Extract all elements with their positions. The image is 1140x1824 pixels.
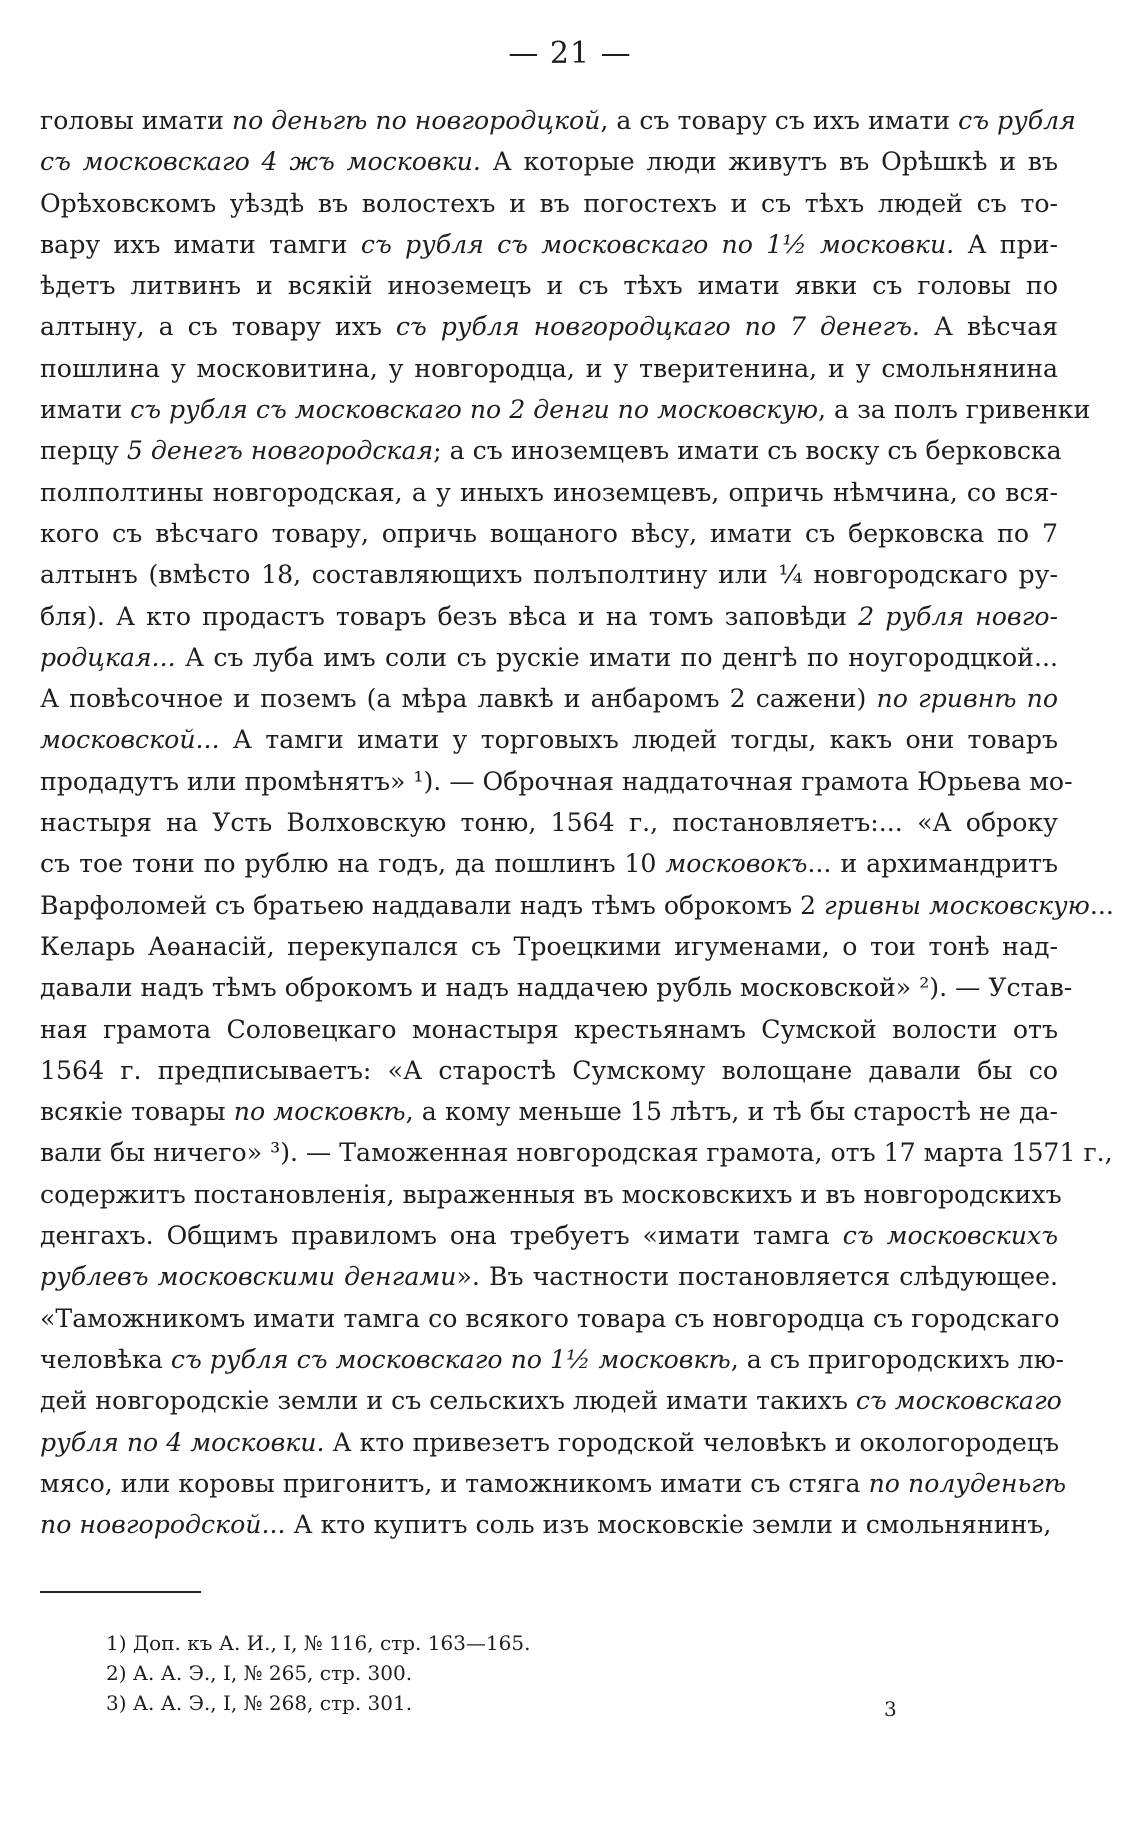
italic-segment: съ рубля новгородцкаго по 7 денегъ. <box>395 312 920 342</box>
footnote: 3) А. А. Э., I, № 268, стр. 301. <box>106 1691 413 1715</box>
text-segment: А при- <box>954 229 1059 259</box>
text-segment: , а кому меньше 15 лѣтъ, и тѣ бы старостѣ не да- <box>405 1097 1058 1127</box>
text-line <box>40 472 1058 513</box>
text-line <box>40 637 1058 678</box>
text-segment: ная грамота Соловецкаго монастыря крестьянамъ Сумской волости отъ <box>40 1014 1058 1044</box>
text-segment: Келарь Аѳанасій, перекупался съ Троецкими игуменами, о тои тонѣ над- <box>40 931 1058 961</box>
text-segment: ... и архимандритъ <box>807 849 1058 879</box>
text-line <box>40 1463 1067 1504</box>
text-segment: А повѣсочное и поземъ (а мѣра лавкѣ и анбаромъ 2 сажени) <box>40 684 877 714</box>
text-segment: ». Въ частности постановляется слѣдующее. <box>456 1262 1058 1292</box>
text-segment: настыря на Усть Волховскую тоню, 1564 г., постановляетъ:... «А оброку <box>40 808 1058 838</box>
text-line <box>40 513 1058 554</box>
text-segment: вару ихъ имати тамги <box>40 229 361 259</box>
text-line <box>40 1174 1062 1215</box>
italic-segment: 2 рубля новго- <box>858 601 1058 631</box>
italic-segment: съ московскихъ <box>842 1221 1059 1251</box>
text-line <box>40 885 1114 926</box>
text-segment: пошлина у московитина, у новгородца, и у тверитенина, и у смольнянина <box>40 353 1058 383</box>
text-line <box>40 1215 1058 1256</box>
text-segment: имати <box>40 395 131 425</box>
text-line <box>40 389 1091 430</box>
italic-segment: съ московскаго <box>855 1386 1062 1416</box>
italic-segment: рублевъ московскими денгами <box>40 1262 457 1292</box>
text-line <box>40 843 1058 884</box>
text-segment: А съ луба имъ соли съ рускіе имати по денгѣ по ноугородцкой... <box>175 642 1058 672</box>
text-line <box>40 100 1076 141</box>
text-segment: ; а съ иноземцевъ имати съ воску съ берковска <box>433 436 1062 466</box>
italic-segment: родцкая... <box>40 642 176 672</box>
text-segment: А вѣсчая <box>919 312 1058 342</box>
italic-segment: по деньгѣ по новгородцкой <box>231 106 601 135</box>
text-line <box>40 1339 1065 1380</box>
italic-segment: московской... <box>40 725 220 755</box>
text-segment: , а за полъ гривенки <box>818 395 1091 425</box>
text-segment: вали бы ничего» ³). — Таможенная новгородская грамота, отъ 17 марта 1571 г., <box>40 1138 1113 1168</box>
italic-segment: по гривнѣ по <box>876 684 1058 714</box>
text-segment: А кто привезетъ городской человѣкъ и окологородецъ <box>324 1427 1060 1457</box>
text-segment: всякіе товары <box>40 1097 234 1127</box>
text-segment: ... <box>1089 890 1114 920</box>
text-line <box>40 1091 1058 1132</box>
italic-segment: съ рубля съ московскаго по 1½ московкѣ <box>170 1344 731 1374</box>
text-segment: , а съ пригородскихъ лю- <box>730 1344 1065 1374</box>
text-line <box>40 1380 1062 1421</box>
text-segment: А тамги имати у торговыхъ людей тогды, какъ они товаръ <box>219 725 1058 755</box>
text-line <box>40 1298 1058 1339</box>
italic-segment: 5 денегъ новгородская <box>126 436 434 466</box>
text-segment: 1564 г. предписываетъ: «А старостѣ Сумскому волощане давали бы со <box>40 1055 1058 1085</box>
italic-segment: по полуденьгѣ <box>868 1468 1067 1498</box>
text-line <box>40 1132 1113 1173</box>
footnote-rule <box>40 1591 201 1593</box>
text-line <box>40 1422 1058 1463</box>
text-line <box>40 596 1058 637</box>
text-line <box>40 183 1058 224</box>
text-line <box>40 141 1058 182</box>
text-line <box>40 761 1073 802</box>
signature-mark: 3 <box>884 1697 897 1721</box>
text-segment: съ тое тони по рублю на годъ, да пошлинъ 10 <box>40 849 666 879</box>
italic-segment: рубля по 4 московки. <box>40 1427 325 1457</box>
text-segment: «Таможникомъ имати тамга со всякого товара съ новгородца съ городскаго <box>40 1303 1060 1333</box>
text-segment: перцу <box>40 436 127 466</box>
text-line <box>40 1504 1058 1545</box>
text-segment: кого съ вѣсчаго товару, опричь вощаного вѣсу, имати съ берковска по 7 <box>40 518 1058 548</box>
text-segment: ѣдетъ литвинъ и всякій иноземецъ и съ тѣхъ имати явки съ головы по <box>40 271 1058 301</box>
italic-segment: съ рубля съ московскаго по 2 денги по московскую <box>130 395 819 425</box>
body-text <box>40 100 1114 1545</box>
text-segment: головы имати <box>40 106 232 135</box>
text-line <box>40 306 1058 347</box>
text-segment: Варфоломей съ братьею наддавали надъ тѣмъ оброкомъ 2 <box>40 890 825 920</box>
text-line <box>40 802 1058 843</box>
text-line <box>40 719 1058 760</box>
text-segment: , а съ товару съ ихъ имати <box>600 106 959 135</box>
text-segment: Орѣховскомъ уѣздѣ въ волостехъ и въ погостехъ и съ тѣхъ людей съ то- <box>40 188 1058 218</box>
footnote: 1) Доп. къ А. И., I, № 116, стр. 163—165. <box>106 1631 531 1655</box>
text-segment: дей новгородскіе земли и съ сельскихъ людей имати такихъ <box>40 1386 856 1416</box>
text-segment: А которые люди живутъ въ Орѣшкѣ и въ <box>480 147 1059 177</box>
italic-segment: московокъ <box>665 849 808 879</box>
text-segment: человѣка <box>40 1344 171 1374</box>
footnotes <box>106 1628 530 1718</box>
text-line <box>40 1256 1058 1297</box>
text-line <box>40 348 1058 389</box>
text-line <box>40 678 1058 719</box>
text-line <box>40 224 1058 265</box>
italic-segment: по московкѣ <box>233 1097 406 1127</box>
text-segment: бля). А кто продастъ товаръ безъ вѣса и на томъ заповѣди <box>40 601 859 631</box>
italic-segment: съ московскаго 4 жъ московки. <box>40 147 481 177</box>
text-segment: давали надъ тѣмъ оброкомъ и надъ наддачею рубль московской» ²). — Устав- <box>40 973 1073 1003</box>
text-line <box>40 265 1058 306</box>
footnote: 2) А. А. Э., I, № 265, стр. 300. <box>106 1661 413 1685</box>
italic-segment: съ рубля съ московскаго по 1½ московки. <box>360 229 955 259</box>
text-segment: полполтины новгородская, а у иныхъ иноземцевъ, опричь нѣмчина, со вся- <box>40 477 1058 507</box>
text-segment: алтыну, а съ товару ихъ <box>40 312 396 342</box>
text-segment: содержитъ постановленія, выраженныя въ московскихъ и въ новгородскихъ <box>40 1179 1062 1209</box>
text-line <box>40 926 1058 967</box>
text-line <box>40 554 1058 595</box>
text-line <box>40 430 1062 471</box>
italic-segment: гривны московскую <box>824 890 1090 920</box>
text-segment: алтынъ (вмѣсто 18, составляющихъ полъполтину или ¼ новгородскаго ру- <box>40 560 1058 590</box>
text-segment: мясо, или коровы пригонитъ, и таможникомъ имати съ стяга <box>40 1468 869 1498</box>
italic-segment: по новгородской... <box>40 1510 286 1540</box>
text-segment: продадутъ или промѣнятъ» ¹). — Оброчная наддаточная грамота Юрьева мо- <box>40 766 1073 796</box>
text-line <box>40 1009 1058 1050</box>
italic-segment: съ рубля <box>958 106 1076 135</box>
text-line <box>40 1050 1058 1091</box>
text-segment: А кто купитъ соль изъ московскіе земли и смольнянинъ, <box>285 1510 1052 1540</box>
text-segment: денгахъ. Общимъ правиломъ она требуетъ «имати тамга <box>40 1221 843 1251</box>
page-number: — 21 — <box>508 36 632 71</box>
text-line <box>40 967 1073 1008</box>
